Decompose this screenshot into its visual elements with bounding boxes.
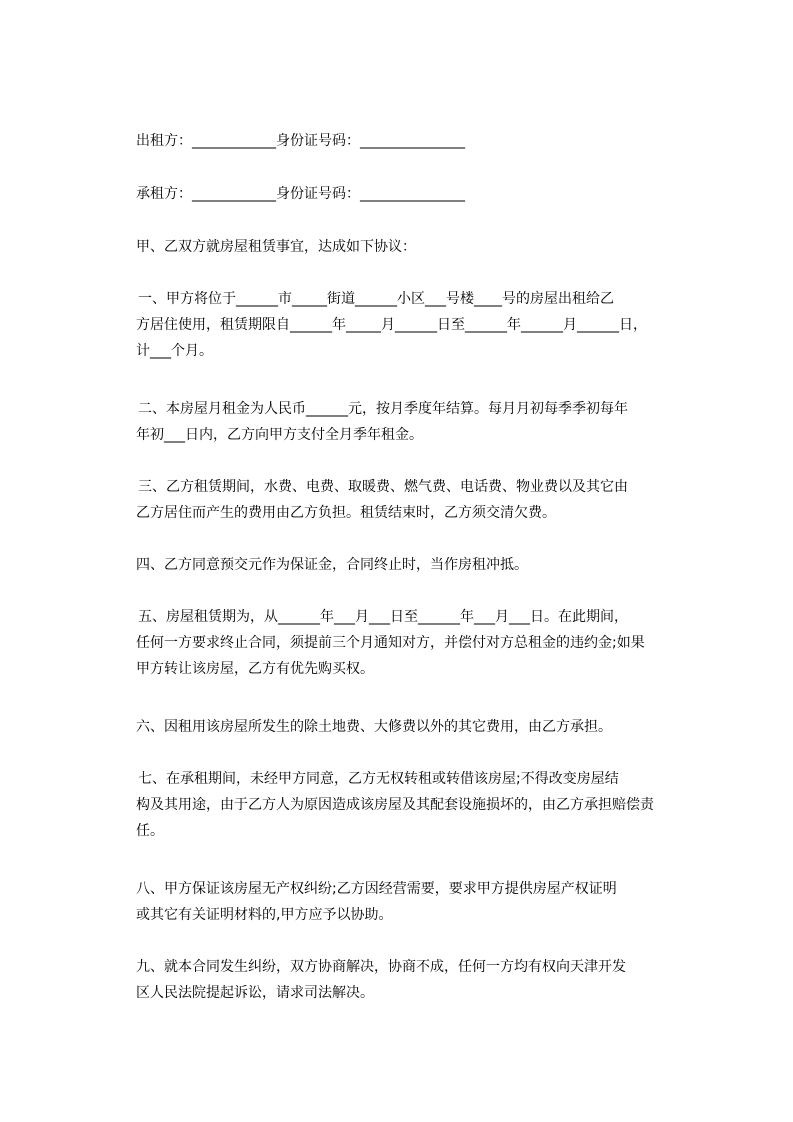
clause-paragraph xyxy=(136,766,696,844)
clause-line: 任。 xyxy=(136,823,164,839)
clause-paragraph xyxy=(136,954,696,1006)
clause-line: 甲方转让该房屋，乙方有优先购买权。 xyxy=(136,661,374,677)
clause-paragraph xyxy=(136,396,696,448)
clause-line: 三、乙方租赁期间，水费、电费、取暖费、燃气费、电话费、物业费以及其它由 xyxy=(138,479,628,495)
clause-paragraph xyxy=(136,876,696,928)
clause-line: 构及其用途，由于乙方人为原因造成该房屋及其配套设施损坏的，由乙方承担赔偿责 xyxy=(136,797,654,813)
clause-line: 八、甲方保证该房屋无产权纠纷;乙方因经营需要，要求甲方提供房屋产权证明 xyxy=(136,881,617,897)
clause-paragraph xyxy=(136,286,696,364)
clause-line: 计___个月。 xyxy=(136,343,213,359)
clause-line: 或其它有关证明材料的,甲方应予以协助。 xyxy=(136,907,393,923)
clause-paragraph xyxy=(136,474,696,526)
clause-line: 乙方居住而产生的费用由乙方负担。租赁结束时，乙方须交清欠费。 xyxy=(136,505,556,521)
clause-line: 年初___日内，乙方向甲方支付全月季年租金。 xyxy=(136,427,423,443)
clause-line: 方居住使用，租赁期限自______年_____月______日至______年______月______日， xyxy=(136,317,647,333)
clause-line: 七、在承租期间，未经甲方同意，乙方无权转租或转借该房屋;不得改变房屋结 xyxy=(138,771,619,787)
clause-paragraph xyxy=(136,714,696,740)
intro-paragraph: 甲、乙双方就房屋租赁事宜，达成如下协议： xyxy=(136,239,416,255)
lessor-line: 出租方：____________身份证号码：_______________ xyxy=(136,133,465,149)
clause-line: 六、因租用该房屋所发生的除土地费、大修费以外的其它费用，由乙方承担。 xyxy=(136,719,612,735)
clause-line: 九、就本合同发生纠纷，双方协商解决，协商不成，任何一方均有权向天津开发 xyxy=(136,959,626,975)
clause-line: 区人民法院提起诉讼，请求司法解决。 xyxy=(136,985,374,1001)
clause-line: 四、乙方同意预交元作为保证金，合同终止时，当作房租冲抵。 xyxy=(136,557,528,573)
clause-paragraph xyxy=(136,604,696,682)
clause-paragraph xyxy=(136,552,696,578)
clause-line: 五、房屋租赁期为，从______年___月___日至______年___月___日。在此期间， xyxy=(138,609,628,625)
clause-line: 一、甲方将位于______市_____街道______小区___号楼____号的房屋出租给乙 xyxy=(138,291,614,307)
lessee-line: 承租方：____________身份证号码：_______________ xyxy=(136,186,465,202)
clause-line: 二、本房屋月租金为人民币______元，按月季度年结算。每月月初每季季初每年 xyxy=(138,401,628,417)
clause-line: 任何一方要求终止合同，须提前三个月通知对方，并偿付对方总租金的违约金;如果 xyxy=(136,635,645,651)
